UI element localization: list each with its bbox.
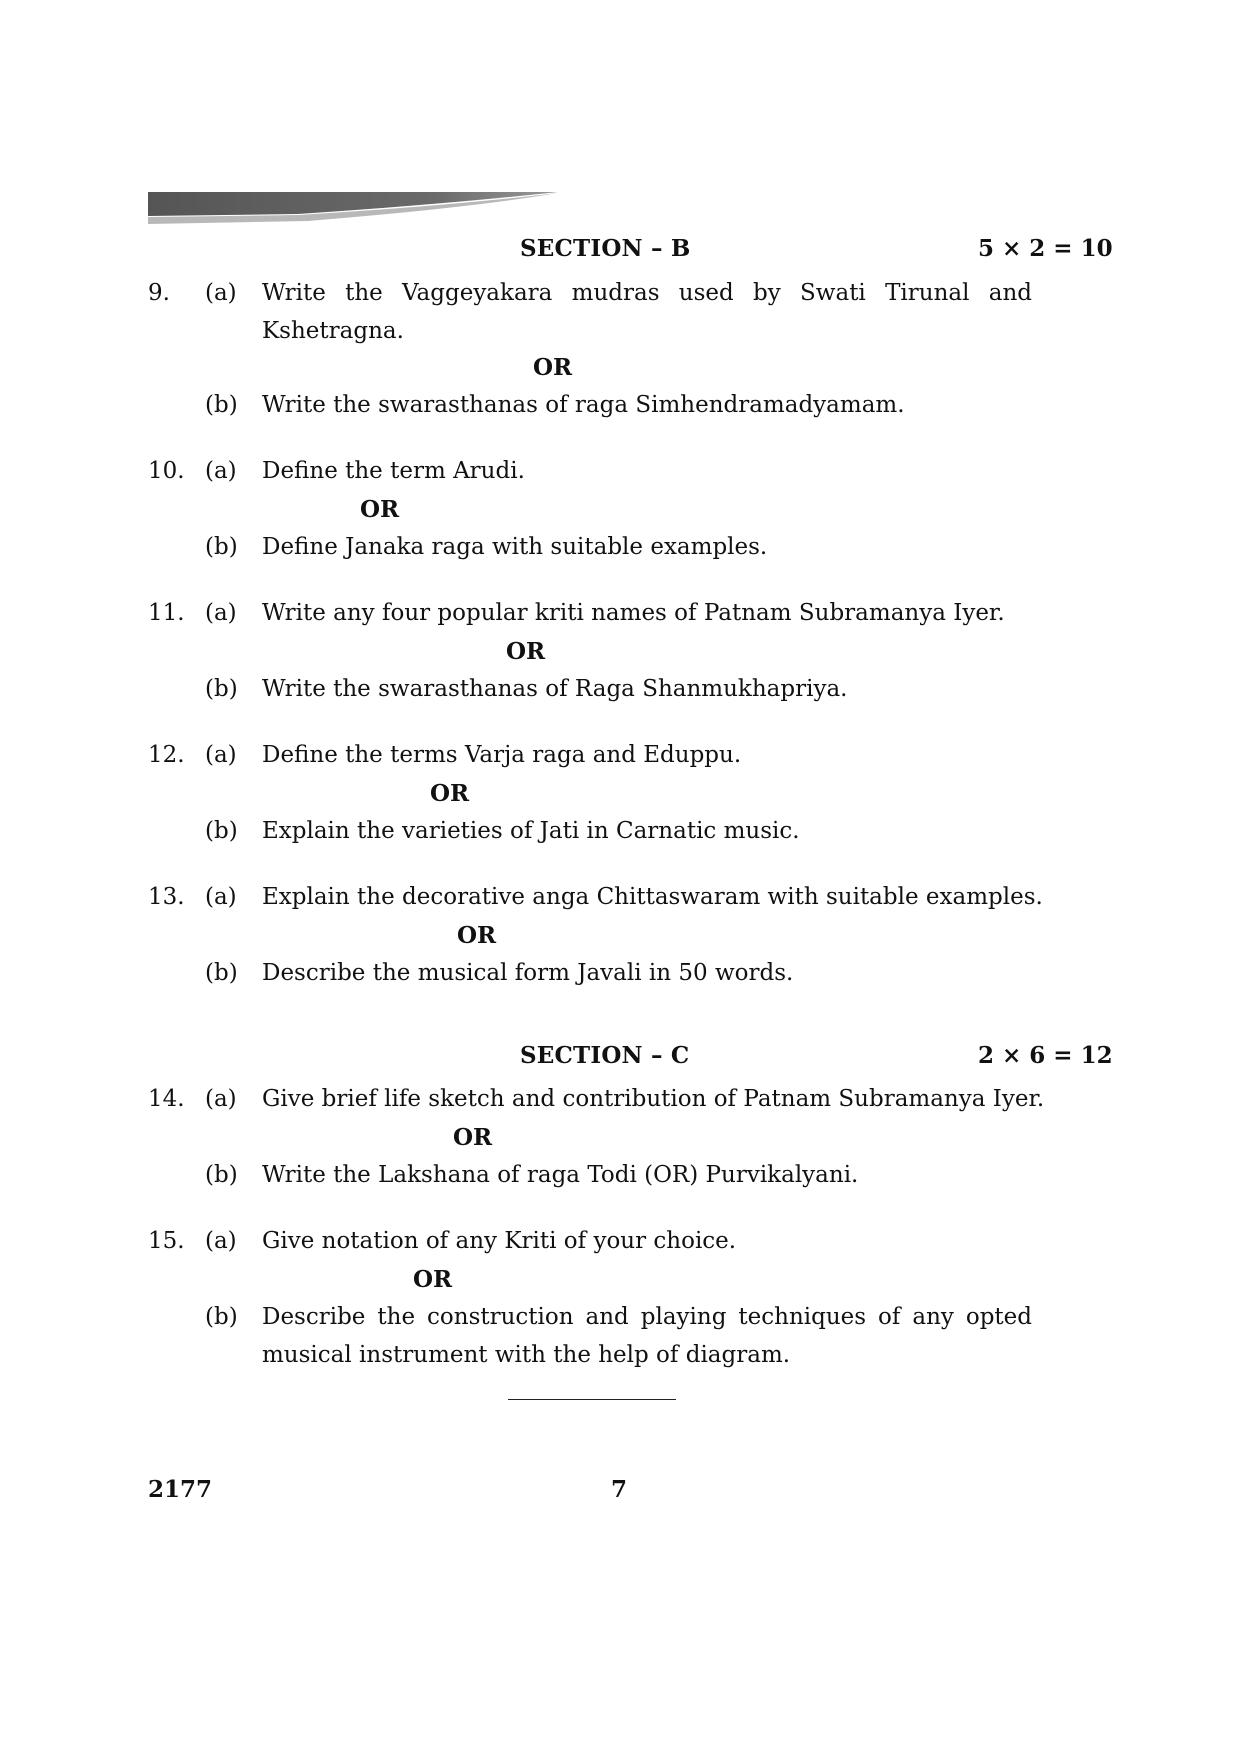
part-label-a: (a) [205, 1228, 237, 1254]
part-label-a: (a) [205, 742, 237, 768]
question-text-b: Write the Lakshana of raga Todi (OR) Purvikalyani. [262, 1162, 859, 1188]
part-label-b: (b) [205, 1304, 238, 1330]
question-text-b: Describe the construction and playing techniques of any opted musical instrument with the help of diagram. [262, 1304, 1032, 1368]
section-c-title: SECTION – C [520, 1042, 690, 1069]
section-b-marks: 5 × 2 = 10 [978, 235, 1113, 262]
end-of-paper-rule [508, 1399, 676, 1400]
or-label: OR [453, 1124, 493, 1151]
question-text-b: Define Janaka raga with suitable examples. [262, 534, 768, 560]
paper-code: 2177 [148, 1476, 213, 1503]
part-label-b: (b) [205, 818, 238, 844]
section-b-title: SECTION – B [520, 235, 691, 262]
or-label: OR [360, 496, 400, 523]
question-text-a: Write any four popular kriti names of Patnam Subramanya Iyer. [262, 600, 1005, 626]
or-label: OR [457, 922, 497, 949]
part-label-b: (b) [205, 676, 238, 702]
question-text-a: Define the term Arudi. [262, 458, 525, 484]
question-number: 14. [148, 1086, 185, 1112]
part-label-a: (a) [205, 884, 237, 910]
question-text-a: Give brief life sketch and contribution of Patnam Subramanya Iyer. [262, 1086, 1045, 1112]
part-label-a: (a) [205, 280, 237, 306]
part-label-b: (b) [205, 960, 238, 986]
question-text-a: Give notation of any Kriti of your choice. [262, 1228, 737, 1254]
question-text-a: Define the terms Varja raga and Eduppu. [262, 742, 742, 768]
part-label-b: (b) [205, 534, 238, 560]
question-text-b: Explain the varieties of Jati in Carnatic music. [262, 818, 800, 844]
question-number: 9. [148, 280, 170, 306]
part-label-a: (a) [205, 600, 237, 626]
question-text-b: Write the swarasthanas of Raga Shanmukhapriya. [262, 676, 848, 702]
question-text-a: Write the Vaggeyakara mudras used by Swati Tirunal and Kshetragna. [262, 280, 1032, 344]
question-number: 11. [148, 600, 185, 626]
question-number: 10. [148, 458, 185, 484]
part-label-a: (a) [205, 458, 237, 484]
header-decorative-band [148, 190, 558, 230]
page-number: 7 [611, 1476, 628, 1503]
or-label: OR [413, 1266, 453, 1293]
question-number: 12. [148, 742, 185, 768]
part-label-a: (a) [205, 1086, 237, 1112]
or-label: OR [506, 638, 546, 665]
question-number: 13. [148, 884, 185, 910]
part-label-b: (b) [205, 1162, 238, 1188]
question-text-b: Describe the musical form Javali in 50 words. [262, 960, 794, 986]
or-label: OR [533, 354, 573, 381]
question-text-a: Explain the decorative anga Chittaswaram with suitable examples. [262, 884, 1043, 910]
question-text-b: Write the swarasthanas of raga Simhendramadyamam. [262, 392, 905, 418]
or-label: OR [430, 780, 470, 807]
question-number: 15. [148, 1228, 185, 1254]
section-c-marks: 2 × 6 = 12 [978, 1042, 1113, 1069]
part-label-b: (b) [205, 392, 238, 418]
